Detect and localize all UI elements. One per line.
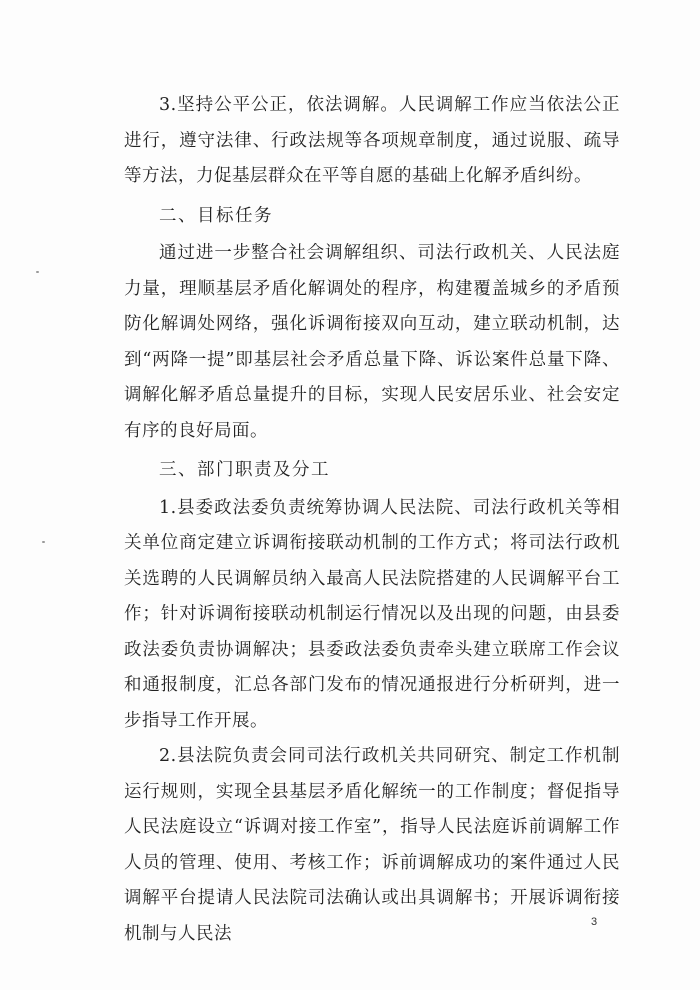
document-body xyxy=(124,88,620,952)
paragraph-principle-3: 3.坚持公平公正，依法调解。人民调解工作应当依法公正进行，遵守法律、行政法规等各项规章制度，通过说服、疏导等方法，力促基层群众在平等自愿的基础上化解矛盾纠纷。 xyxy=(124,95,620,186)
paragraph-duty-1: 1.县委政法委负责统筹协调人民法院、司法行政机关等相关单位商定建立诉调衔接联动机制的工作方式；将司法行政机关选聘的人民调解员纳入最高人民法院搭建的人民调解平台工作；针对诉调衔接联动机制运行情况以及出现的问题，由县委政法委负责协调解决；县委政法委负责牵头建立联席工作会议和通报制度，汇总各部门发布的情况通报进行分析研判，进一步指导工作开展。 xyxy=(124,497,620,731)
paragraph-duty-2: 2.县法院负责会同司法行政机关共同研究、制定工作机制运行规则，实现全县基层矛盾化解统一的工作制度；督促指导人民法庭设立“诉调对接工作室”，指导人民法庭诉前调解工作人员的管理、使用、考核工作；诉前调解成功的案件通过人民调解平台提请人民法院司法确认或出具调解书；开展诉调衔接机制与人民法 xyxy=(124,746,620,944)
scan-speck xyxy=(36,271,39,273)
paragraph-goals: 通过进一步整合社会调解组织、司法行政机关、人民法庭力量，理顺基层矛盾化解调处的程序，构建覆盖城乡的矛盾预防化解调处网络，强化诉调衔接双向互动，建立联动机制，达到“两降一提”即基层社会矛盾总量下降、诉讼案件总量下降、调解化解矛盾总量提升的目标，实现人民安居乐业、社会安定有序的良好局面。 xyxy=(124,243,620,441)
section-heading-duties: 三、部门职责及分工 xyxy=(159,460,330,480)
scan-speck xyxy=(42,541,45,543)
page-number: 3 xyxy=(591,916,598,928)
section-heading-goals: 二、目标任务 xyxy=(159,205,273,226)
